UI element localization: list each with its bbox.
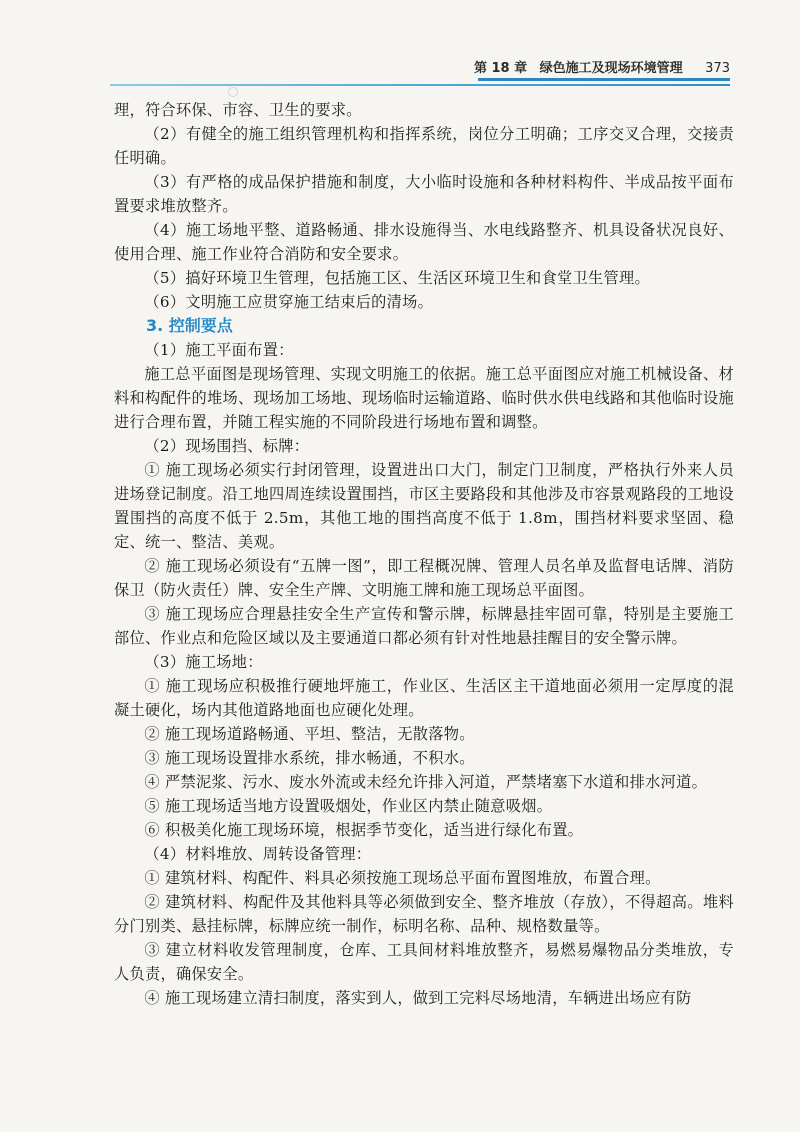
- chapter-title: 绿色施工及现场环境管理: [539, 61, 683, 76]
- list-item: ④ 严禁泥浆、污水、废水外流或未经允许排入河道，严禁堵塞下水道和排水河道。: [144, 773, 708, 791]
- paragraph: 施工总平面图是现场管理、实现文明施工的依据。施工总平面图应对施工机械设备、材料和构配件的堆场、现场加工场地、现场临时运输道路、临时供水供电线路和其他临时设施进行合理布置，并随工程实施的不同阶段进行场地布置和调整。: [114, 365, 734, 431]
- subsection-title: （1）施工平面布置：: [144, 341, 294, 359]
- scan-mark-icon: [228, 87, 238, 97]
- list-item: （5）搞好环境卫生管理，包括施工区、生活区环境卫生和食堂卫生管理。: [144, 269, 650, 287]
- list-item: ③ 建立材料收发管理制度，仓库、工具间材料堆放整齐，易燃易爆物品分类堆放，专人负责，确保安全。: [114, 941, 734, 983]
- list-item: ① 施工现场必须实行封闭管理，设置进出口大门，制定门卫制度，严格执行外来人员进场登记制度。沿工地四周连续设置围挡，市区主要路段和其他涉及市容景观路段的工地设置围挡的高度不低于 2.5m，其他工地的围挡高度不低于 1.8m，围挡材料要求坚固、稳定、统一、整洁、美观。: [114, 461, 734, 551]
- paragraph-continuation: 理，符合环保、市容、卫生的要求。: [114, 101, 362, 119]
- list-item: ① 建筑材料、构配件、料具必须按施工现场总平面布置图堆放，布置合理。: [144, 869, 661, 887]
- section-heading: 3. 控制要点: [146, 316, 233, 335]
- list-item: ② 建筑材料、构配件及其他料具等必须做到安全、整齐堆放（存放），不得超高。堆料分门别类、悬挂标牌，标牌应统一制作，标明名称、品种、规格数量等。: [114, 893, 734, 935]
- running-head: [466, 57, 730, 76]
- list-item: ② 施工现场道路畅通、平坦、整洁，无散落物。: [144, 725, 475, 743]
- list-item: （6）文明施工应贯穿施工结束后的清场。: [144, 293, 434, 311]
- list-item: ③ 施工现场设置排水系统，排水畅通，不积水。: [144, 749, 475, 767]
- list-item: ⑤ 施工现场适当地方设置吸烟处，作业区内禁止随意吸烟。: [144, 797, 553, 815]
- list-item: ③ 施工现场应合理悬挂安全生产宣传和警示牌，标牌悬挂牢固可靠，特别是主要施工部位、作业点和危险区域以及主要通道口都必须有针对性地悬挂醒目的安全警示牌。: [114, 605, 734, 647]
- list-item: ④ 施工现场建立清扫制度，落实到人，做到工完料尽场地清，车辆进出场应有防: [144, 989, 692, 1007]
- chapter-number: 第 18 章: [473, 61, 528, 76]
- list-item: （2）有健全的施工组织管理机构和指挥系统，岗位分工明确；工序交叉合理，交接责任明确。: [114, 125, 734, 167]
- subsection-title: （2）现场围挡、标牌：: [144, 437, 310, 455]
- page-header: [0, 0, 800, 100]
- page-body: [114, 98, 734, 1010]
- list-item: ⑥ 积极美化施工现场环境，根据季节变化，适当进行绿化布置。: [144, 821, 584, 839]
- header-rule: [110, 84, 730, 86]
- list-item: ① 施工现场应积极推行硬地坪施工，作业区、生活区主干道地面必须用一定厚度的混凝土硬化，场内其他道路地面也应硬化处理。: [114, 677, 734, 719]
- list-item: ② 施工现场必须设有“五牌一图”，即工程概况牌、管理人员名单及监督电话牌、消防保卫（防火责任）牌、安全生产牌、文明施工牌和施工现场总平面图。: [114, 557, 734, 599]
- subsection-title: （3）施工场地：: [144, 653, 263, 671]
- subsection-title: （4）材料堆放、周转设备管理：: [144, 845, 372, 863]
- list-item: （4）施工场地平整、道路畅通、排水设施得当、水电线路整齐、机具设备状况良好、使用合理、施工作业符合消防和安全要求。: [114, 221, 734, 263]
- page-number: 373: [705, 61, 730, 76]
- list-item: （3）有严格的成品保护措施和制度，大小临时设施和各种材料构件、半成品按平面布置要求堆放整齐。: [114, 173, 734, 215]
- header-accent-bar: [478, 78, 730, 81]
